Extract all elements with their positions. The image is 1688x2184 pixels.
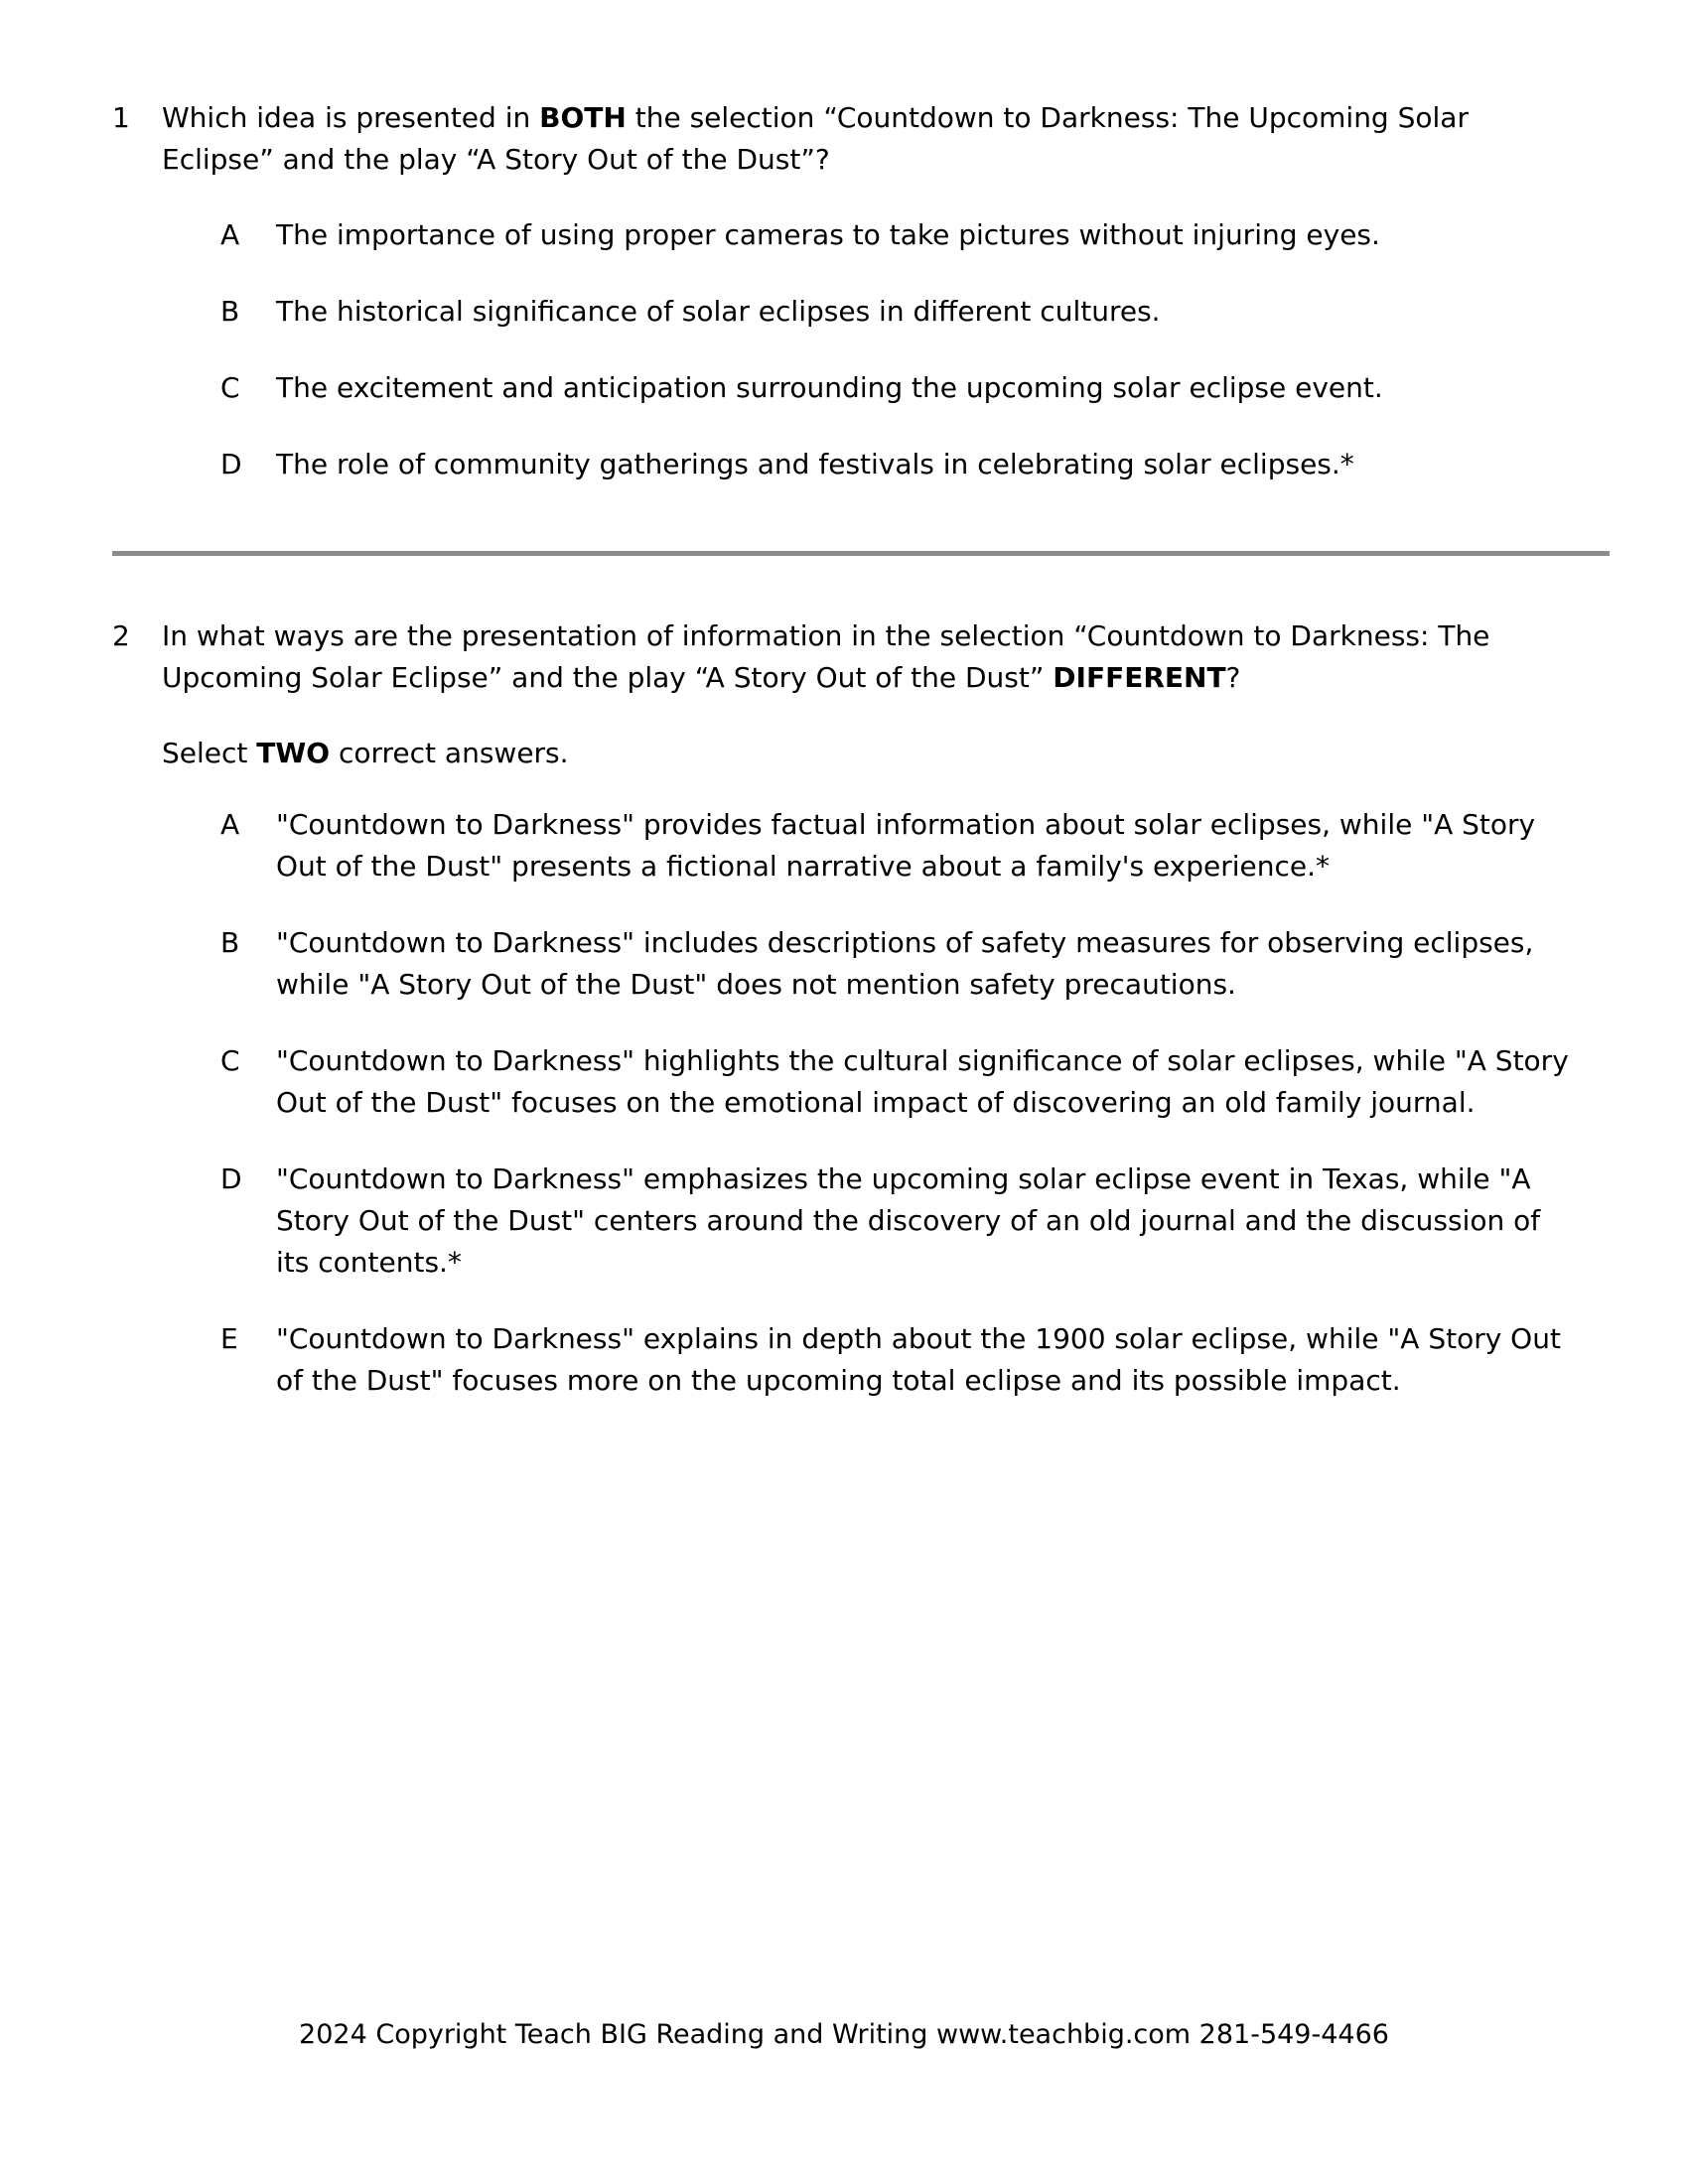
page-content <box>112 97 1610 1402</box>
option-text: The historical significance of solar eclipses in different cultures. <box>276 295 1161 328</box>
question-stem <box>162 97 1582 181</box>
bold-keyword: TWO <box>256 737 331 769</box>
answer-option-b <box>220 922 1582 1006</box>
bold-keyword: DIFFERENT <box>1053 661 1226 694</box>
option-text: "Countdown to Darkness" provides factual information about solar eclipses, while "A Story Out of the Dust" presents a fictional narrative about a family's experience.* <box>276 808 1536 883</box>
option-letter: C <box>220 371 240 404</box>
stem-text: the selection “Countdown to Darkness: The Upcoming Solar Eclipse” and the play “A Story Out of the Dust”? <box>162 101 1469 176</box>
option-letter: C <box>220 1044 240 1077</box>
answer-option-c <box>220 1040 1582 1124</box>
option-text: "Countdown to Darkness" highlights the cultural significance of solar eclipses, while "A Story Out of the Dust" focuses on the emotional impact of discovering an old family journal. <box>276 1044 1569 1119</box>
instruction-text: Select <box>162 737 257 769</box>
question-number: 2 <box>112 619 130 652</box>
answer-option-e <box>220 1318 1582 1402</box>
section-divider <box>112 551 1610 556</box>
answer-options <box>220 214 1582 485</box>
answer-option-a <box>220 214 1582 256</box>
question-2 <box>112 615 1610 1402</box>
answer-option-c <box>220 367 1582 409</box>
option-letter: D <box>220 448 242 480</box>
option-text: "Countdown to Darkness" explains in depth about the 1900 solar eclipse, while "A Story Out of the Dust" focuses more on the upcoming total eclipse and its possible impact. <box>276 1322 1561 1397</box>
answer-option-b <box>220 291 1582 333</box>
instruction-text: correct answers. <box>330 737 569 769</box>
copyright-footer: 2024 Copyright Teach BIG Reading and Writing www.teachbig.com 281-549-4466 <box>299 2019 1389 2050</box>
question-stem <box>162 615 1582 699</box>
option-text: The importance of using proper cameras to take pictures without injuring eyes. <box>276 218 1380 251</box>
select-instruction <box>162 733 1582 774</box>
option-text: "Countdown to Darkness" includes descriptions of safety measures for observing eclipses, while "A Story Out of the Dust" does not mention safety precautions. <box>276 926 1534 1001</box>
stem-text: ? <box>1225 661 1241 694</box>
question-body <box>162 97 1582 485</box>
option-text: "Countdown to Darkness" emphasizes the upcoming solar eclipse event in Texas, while "A Story Out of the Dust" centers around the discovery of an old journal and the discussion of its contents.* <box>276 1162 1541 1279</box>
stem-text: In what ways are the presentation of information in the selection “Countdown to Darkness: The Upcoming Solar Eclipse” and the play “A Story Out of the Dust” <box>162 619 1490 694</box>
stem-text: Which idea is presented in <box>162 101 540 134</box>
option-text: The excitement and anticipation surrounding the upcoming solar eclipse event. <box>276 371 1383 404</box>
bold-keyword: BOTH <box>539 101 627 134</box>
answer-option-a <box>220 804 1582 887</box>
option-letter: D <box>220 1162 242 1195</box>
option-text: The role of community gatherings and festivals in celebrating solar eclipses.* <box>276 448 1354 480</box>
option-letter: E <box>220 1322 238 1355</box>
answer-option-d <box>220 1159 1582 1284</box>
option-letter: A <box>220 218 240 251</box>
option-letter: B <box>220 926 240 959</box>
question-body <box>162 615 1582 1402</box>
answer-option-d <box>220 444 1582 485</box>
answer-options <box>220 804 1582 1402</box>
question-1 <box>112 97 1610 485</box>
question-number: 1 <box>112 101 130 134</box>
option-letter: A <box>220 808 240 841</box>
option-letter: B <box>220 295 240 328</box>
